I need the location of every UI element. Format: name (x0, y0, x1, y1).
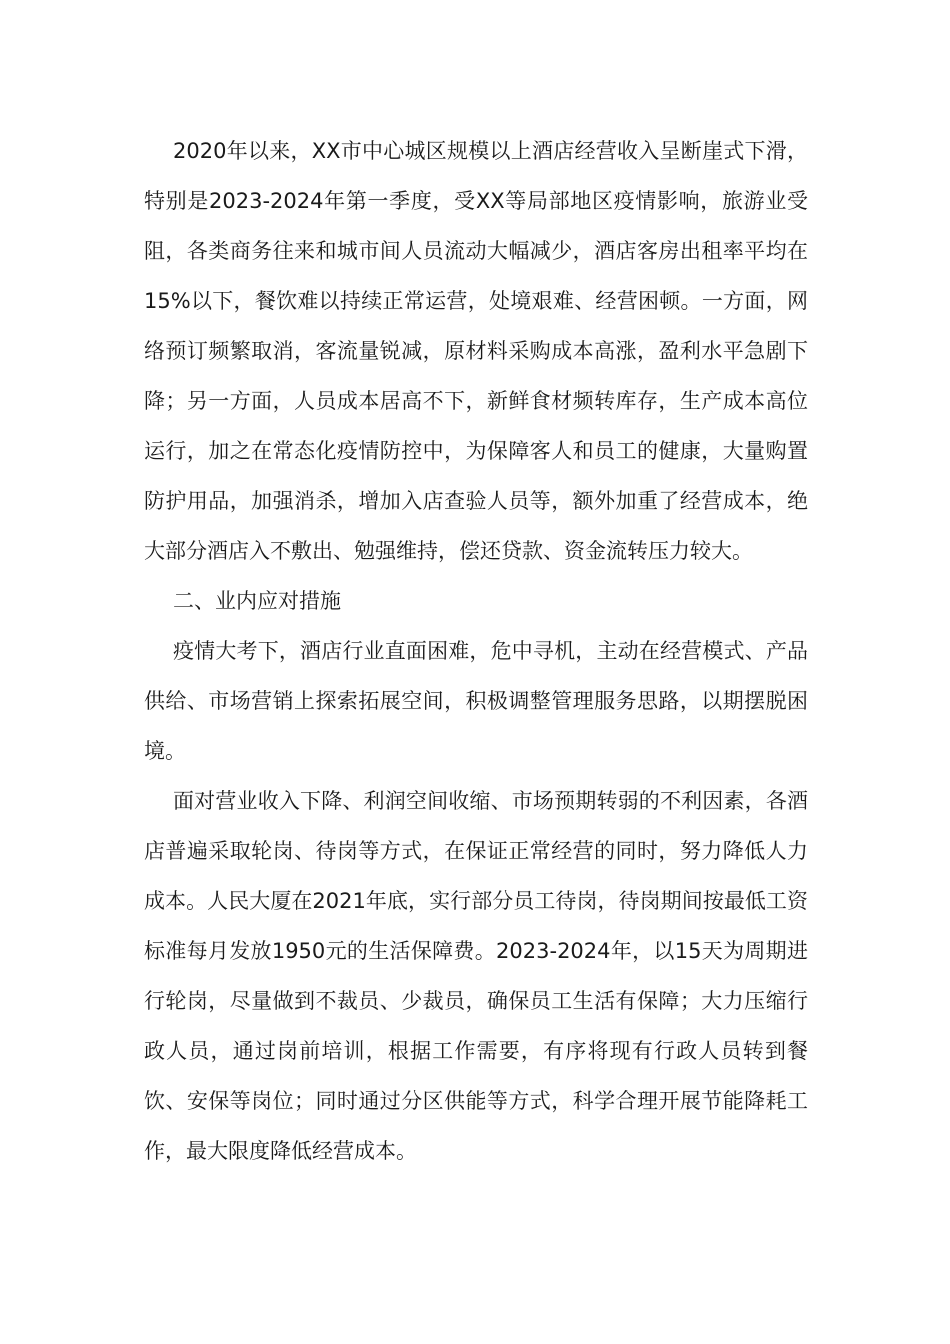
paragraph-industry-response: 疫情大考下，酒店行业直面困难，危中寻机，主动在经营模式、产品供给、市场营销上探索拓展空间，积极调整管理服务思路，以期摆脱困境。 (144, 639, 808, 763)
document-body (144, 126, 808, 1176)
paragraph-cost-reduction: 面对营业收入下降、利润空间收缩、市场预期转弱的不利因素，各酒店普遍采取轮岗、待岗等方式，在保证正常经营的同时，努力降低人力成本。人民大厦在2021年底，实行部分员工待岗，待岗期间按最低工资标准每月发放1950元的生活保障费。2023-2024年，以15天为周期进行轮岗，尽量做到不裁员、少裁员，确保员工生活有保障；大力压缩行政人员，通过岗前培训，根据工作需要，有序将现有行政人员转到餐饮、安保等岗位；同时通过分区供能等方式，科学合理开展节能降耗工作，最大限度降低经营成本。 (144, 789, 808, 1163)
paragraph-hotel-revenue-decline: 2020年以来，XX市中心城区规模以上酒店经营收入呈断崖式下滑，特别是2023-2024年第一季度，受XX等局部地区疫情影响，旅游业受阻，各类商务往来和城市间人员流动大幅减少，酒店客房出租率平均在15%以下，餐饮难以持续正常运营，处境艰难、经营困顿。一方面，网络预订频繁取消，客流量锐减，原材料采购成本高涨，盈利水平急剧下降；另一方面，人员成本居高不下，新鲜食材频转库存，生产成本高位运行，加之在常态化疫情防控中，为保障客人和员工的健康，大量购置防护用品，加强消杀，增加入店查验人员等，额外加重了经营成本，绝大部分酒店入不敷出、勉强维持，偿还贷款、资金流转压力较大。 (144, 139, 808, 563)
section-heading-industry-measures: 二、业内应对措施 (173, 589, 341, 613)
